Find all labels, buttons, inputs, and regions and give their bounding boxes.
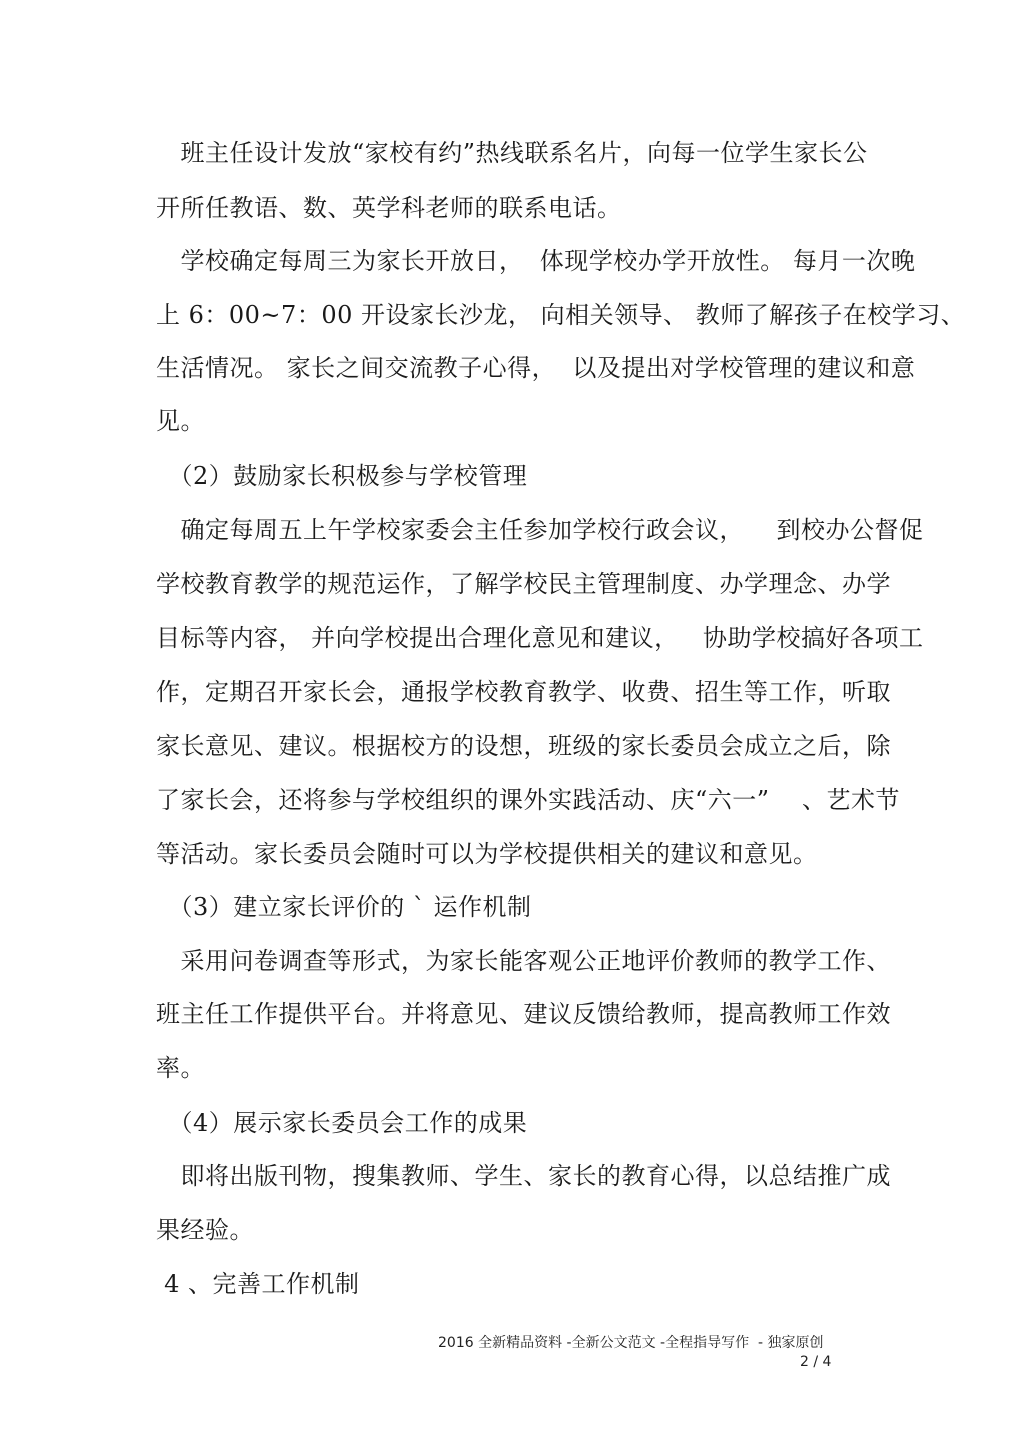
section-heading: （2）鼓励家长积极参与学校管理	[156, 462, 528, 490]
paragraph-line: 即将出版刊物，搜集教师、学生、家长的教育心得，以总结推广成	[156, 1162, 891, 1190]
paragraph-line: 学校教育教学的规范运作，了解学校民主管理制度、办学理念、办学	[156, 570, 891, 598]
page-number: 2 / 4	[800, 1354, 832, 1370]
paragraph-line: 班主任设计发放“家校有约”热线联系名片，向每一位学生家长公	[156, 139, 868, 167]
paragraph-line: 果经验。	[156, 1216, 254, 1244]
paragraph-line: 等活动。家长委员会随时可以为学校提供相关的建议和意见。	[156, 840, 818, 868]
paragraph-line: 率。	[156, 1054, 205, 1082]
paragraph-line: 采用问卷调查等形式，为家长能客观公正地评价教师的教学工作、	[156, 947, 891, 975]
paragraph-line: 生活情况。 家长之间交流教子心得， 以及提出对学校管理的建议和意	[156, 354, 916, 382]
section-heading: （4）展示家长委员会工作的成果	[156, 1109, 528, 1137]
paragraph-line: 班主任工作提供平台。并将意见、建议反馈给教师，提高教师工作效	[156, 1000, 891, 1028]
paragraph-line: 家长意见、建议。根据校方的设想，班级的家长委员会成立之后，除	[156, 732, 891, 760]
section-heading: （3）建立家长评价的 ` 运作机制	[156, 893, 532, 921]
paragraph-line: 目标等内容， 并向学校提出合理化意见和建议， 协助学校搞好各项工	[156, 624, 924, 652]
paragraph-line: 学校确定每周三为家长开放日， 体现学校办学开放性。 每月一次晚	[156, 247, 916, 275]
paragraph-line: 作，定期召开家长会，通报学校教育教学、收费、招生等工作，听取	[156, 678, 891, 706]
paragraph-line: 上 6：00~7：00 开设家长沙龙， 向相关领导、 教师了解孩子在校学习、	[156, 301, 966, 329]
section-heading: 4 、完善工作机制	[156, 1270, 360, 1298]
paragraph-line: 见。	[156, 407, 205, 435]
paragraph-line: 开所任教语、数、英学科老师的联系电话。	[156, 194, 622, 222]
footer-tagline: 2016 全新精品资料 -全新公文范文 -全程指导写作 - 独家原创	[438, 1335, 824, 1351]
paragraph-line: 了家长会，还将参与学校组织的课外实践活动、庆“六一” 、艺术节	[156, 786, 901, 814]
paragraph-line: 确定每周五上午学校家委会主任参加学校行政会议， 到校办公督促	[156, 516, 924, 544]
